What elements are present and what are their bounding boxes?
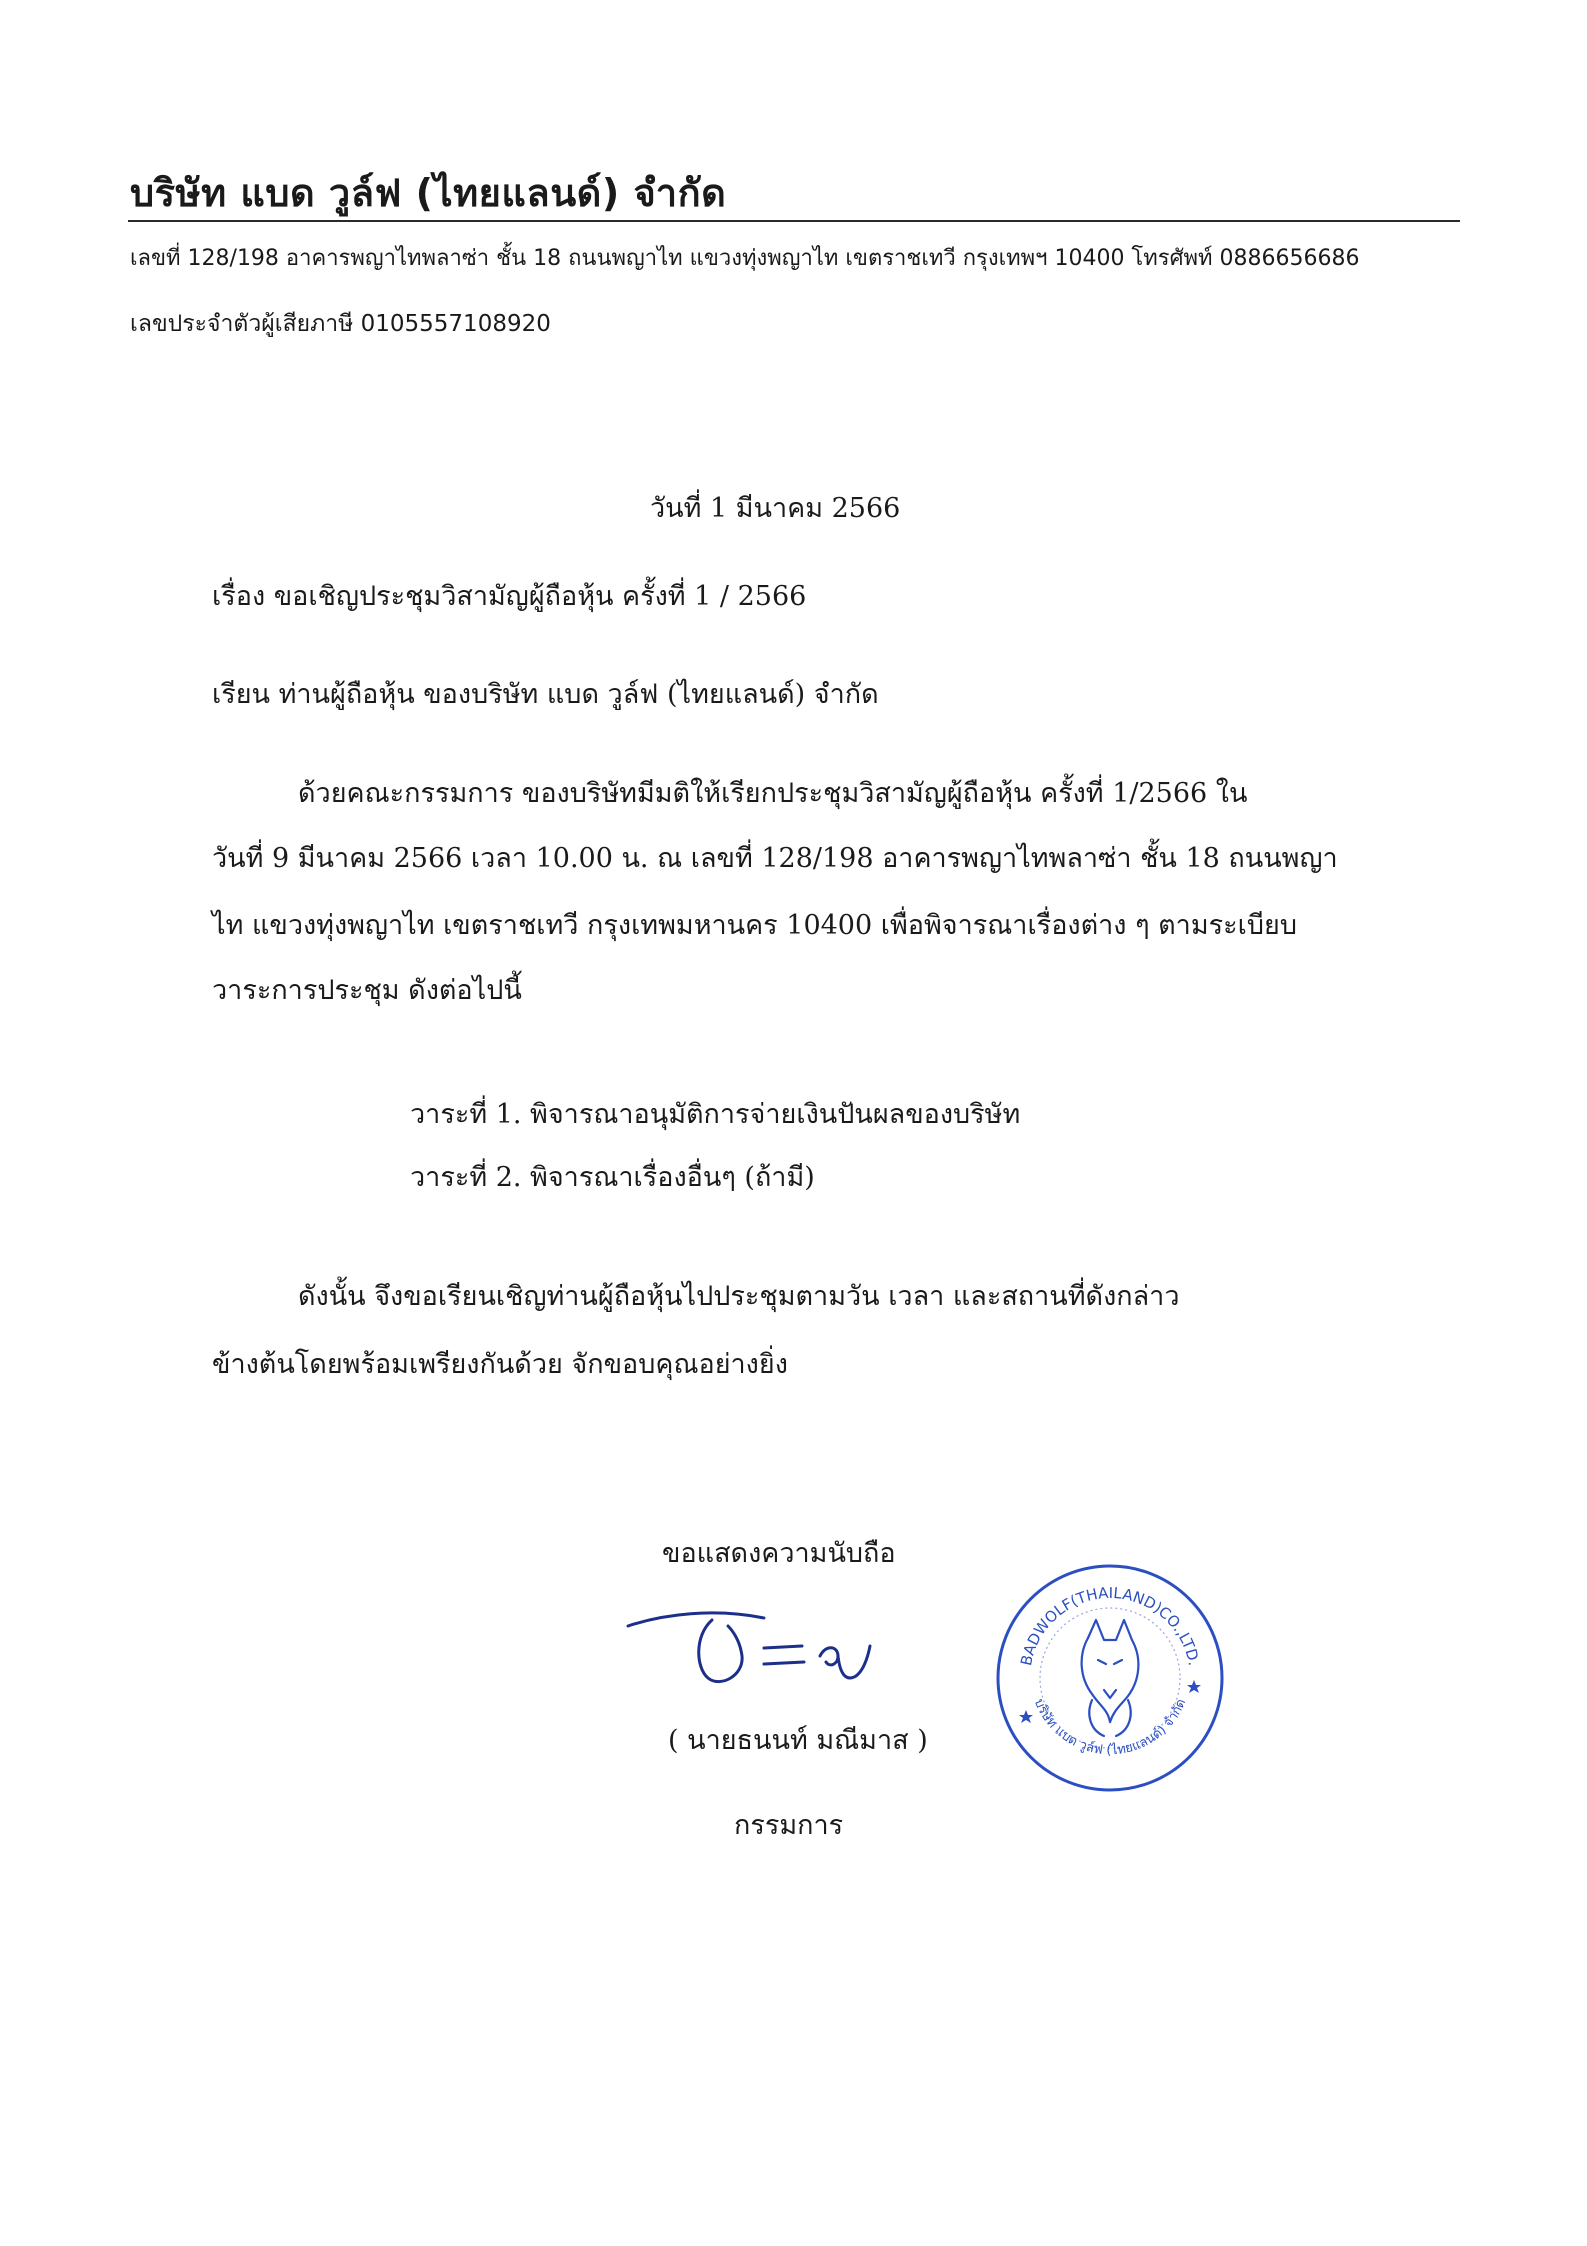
paragraph-line: ด้วยคณะกรรมการ ของบริษัทมีมติให้เรียกประชุมวิสามัญผู้ถือหุ้น ครั้งที่ 1/2566 ใน	[298, 778, 1248, 809]
agenda-item: วาระที่ 2. พิจารณาเรื่องอื่นๆ (ถ้ามี)	[410, 1162, 815, 1193]
signer-name: ( นายธนนท์ มณีมาส )	[668, 1725, 928, 1756]
seal-text-bottom: บริษัท แบด วูล์ฟ (ไทยแลนด์) จำกัด	[1030, 1696, 1190, 1759]
svg-text:BADWOLF(THAILAND)CO.,LTD.	[1017, 1584, 1203, 1667]
paragraph-line: วันที่ 9 มีนาคม 2566 เวลา 10.00 น. ณ เลขที่ 128/198 อาคารพญาไทพลาซ่า ชั้น 18 ถนนพญา	[212, 843, 1338, 874]
paragraph-line: ดังนั้น จึงขอเรียนเชิญท่านผู้ถือหุ้นไปประชุมตามวัน เวลา และสถานที่ดังกล่าว	[298, 1281, 1180, 1312]
paragraph-line: ไท แขวงทุ่งพญาไท เขตราชเทวี กรุงเทพมหานคร 10400 เพื่อพิจารณาเรื่องต่าง ๆ ตามระเบียบ	[212, 910, 1297, 941]
company-address: เลขที่ 128/198 อาคารพญาไทพลาซ่า ชั้น 18 ถนนพญาไท แขวงทุ่งพญาไท เขตราชเทวี กรุงเทพฯ 10400 โทรศัพท์ 0886656686	[130, 246, 1360, 271]
company-name: บริษัท แบด วูล์ฟ (ไทยแลนด์) จำกัด	[130, 171, 727, 215]
wolf-emblem-icon	[1082, 1620, 1139, 1736]
signature	[624, 1596, 894, 1696]
paragraph-line: วาระการประชุม ดังต่อไปนี้	[212, 975, 522, 1006]
letter-recipient: เรียน ท่านผู้ถือหุ้น ของบริษัท แบด วูล์ฟ (ไทยแลนด์) จำกัด	[212, 679, 879, 710]
svg-text:บริษัท แบด วูล์ฟ (ไทยแลนด์) จำ	[1031, 1697, 1189, 1759]
letter-date: วันที่ 1 มีนาคม 2566	[650, 493, 901, 524]
company-seal	[992, 1560, 1228, 1796]
seal-text-top: BADWOLF(THAILAND)CO.,LTD.	[1016, 1583, 1203, 1668]
paragraph-line: ข้างต้นโดยพร้อมเพรียงกันด้วย จักขอบคุณอย่างยิ่ง	[212, 1349, 788, 1380]
agenda-item: วาระที่ 1. พิจารณาอนุมัติการจ่ายเงินปันผลของบริษัท	[410, 1099, 1021, 1130]
signer-title: กรรมการ	[734, 1810, 844, 1841]
header-divider	[128, 220, 1460, 222]
closing-phrase: ขอแสดงความนับถือ	[662, 1538, 896, 1569]
tax-id: เลขประจำตัวผู้เสียภาษี 0105557108920	[130, 311, 551, 337]
letter-subject: เรื่อง ขอเชิญประชุมวิสามัญผู้ถือหุ้น ครั้งที่ 1 / 2566	[212, 581, 807, 612]
